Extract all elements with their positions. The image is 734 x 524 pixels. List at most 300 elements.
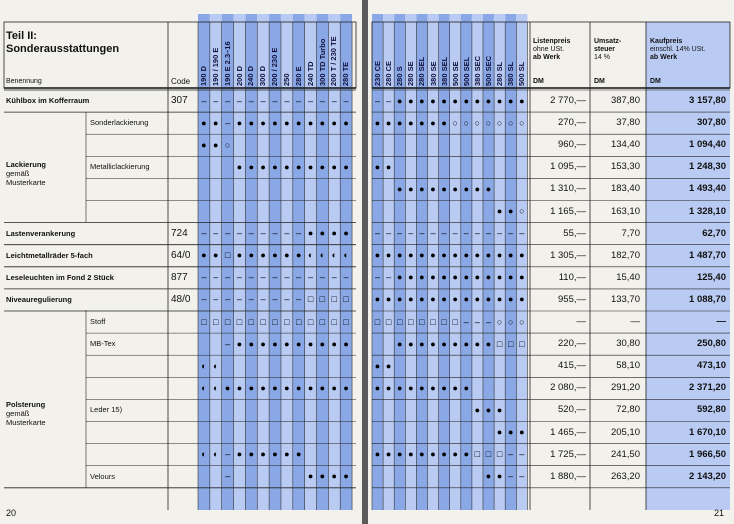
price-total: — bbox=[716, 316, 726, 327]
price-tax: 15,40 bbox=[616, 271, 640, 283]
standard-dot-icon: ● bbox=[213, 117, 219, 128]
price-total: 473,10 bbox=[696, 360, 726, 372]
empty-cell bbox=[281, 426, 292, 440]
dash-mark: – bbox=[463, 316, 469, 327]
standard-dot-icon: ● bbox=[272, 382, 278, 393]
standard-dot-icon: ● bbox=[408, 183, 414, 194]
square-icon: □ bbox=[295, 316, 302, 327]
standard-dot-icon: ● bbox=[284, 338, 290, 349]
empty-cell bbox=[222, 182, 233, 196]
standard-dot-icon: ● bbox=[295, 117, 302, 128]
row-label-feature: Niveauregulierung bbox=[6, 294, 72, 304]
price-total: 1 966,50 bbox=[689, 448, 726, 460]
page-number-left: 20 bbox=[6, 508, 17, 518]
empty-cell bbox=[329, 138, 340, 152]
empty-cell bbox=[258, 426, 269, 440]
dash-mark: – bbox=[213, 95, 219, 106]
empty-cell bbox=[516, 182, 527, 196]
standard-dot-icon: ● bbox=[496, 272, 503, 283]
standard-dot-icon: ● bbox=[307, 471, 314, 482]
empty-cell bbox=[329, 426, 340, 440]
standard-dot-icon: ● bbox=[343, 161, 349, 172]
dash-mark: – bbox=[331, 95, 337, 106]
empty-cell bbox=[198, 426, 209, 440]
empty-cell bbox=[472, 205, 483, 219]
standard-dot-icon: ● bbox=[385, 117, 392, 128]
empty-cell bbox=[428, 160, 439, 174]
dash-mark: – bbox=[386, 228, 392, 239]
empty-cell bbox=[329, 448, 340, 462]
standard-dot-icon: ● bbox=[272, 449, 278, 460]
empty-cell bbox=[222, 403, 233, 417]
empty-cell bbox=[494, 359, 505, 373]
empty-cell bbox=[317, 403, 328, 417]
currency-label-list: DM bbox=[533, 78, 544, 85]
square-icon: □ bbox=[307, 294, 314, 305]
price-list: 1 095,— bbox=[550, 161, 586, 173]
standard-dot-icon: ● bbox=[260, 382, 266, 393]
standard-dot-icon: ● bbox=[319, 382, 326, 393]
standard-dot-icon: ● bbox=[396, 183, 403, 194]
standard-dot-icon: ● bbox=[284, 117, 290, 128]
price-total: 62,70 bbox=[702, 227, 726, 239]
row-label-feature: Leseleuchten im Fond 2 Stück bbox=[6, 272, 114, 282]
empty-cell bbox=[416, 359, 427, 373]
standard-dot-icon: ● bbox=[419, 117, 425, 128]
standard-dot-icon: ● bbox=[343, 382, 349, 393]
standard-dot-icon: ● bbox=[496, 95, 503, 106]
empty-cell bbox=[258, 205, 269, 219]
empty-cell bbox=[258, 470, 269, 484]
standard-dot-icon: ● bbox=[260, 449, 266, 460]
empty-cell bbox=[198, 337, 209, 351]
optional-circle-icon: ○ bbox=[224, 139, 231, 150]
empty-cell bbox=[472, 470, 483, 484]
model-header: 200 D bbox=[234, 65, 244, 86]
standard-dot-icon: ● bbox=[408, 272, 414, 283]
standard-dot-icon: ● bbox=[507, 427, 514, 437]
standard-dot-icon: ● bbox=[430, 382, 436, 393]
price-tax: 182,70 bbox=[610, 249, 640, 261]
empty-cell bbox=[293, 182, 304, 196]
dash-mark: – bbox=[463, 228, 469, 239]
standard-dot-icon: ● bbox=[430, 95, 436, 106]
empty-cell bbox=[293, 205, 304, 219]
model-header: 250 bbox=[281, 73, 291, 86]
dash-mark: – bbox=[225, 272, 231, 283]
standard-dot-icon: ● bbox=[463, 250, 470, 261]
price-list: 1 725,— bbox=[550, 448, 586, 460]
dash-mark: – bbox=[386, 95, 392, 106]
empty-cell bbox=[372, 138, 383, 152]
empty-cell bbox=[483, 381, 494, 395]
dash-mark: – bbox=[508, 449, 514, 460]
price-tax: 134,40 bbox=[610, 139, 640, 151]
row-label-subtype: Metalliclackierung bbox=[90, 162, 150, 172]
dash-mark: – bbox=[343, 95, 349, 106]
empty-cell bbox=[439, 470, 450, 484]
empty-cell bbox=[198, 205, 209, 219]
empty-cell bbox=[372, 337, 383, 351]
empty-cell bbox=[450, 403, 461, 417]
standard-dot-icon: ● bbox=[496, 206, 503, 216]
price-tax: 30,80 bbox=[616, 338, 640, 350]
standard-dot-icon: ● bbox=[319, 338, 326, 349]
dash-mark: – bbox=[201, 272, 207, 283]
empty-cell bbox=[341, 182, 352, 196]
standard-dot-icon: ● bbox=[452, 183, 458, 194]
standard-dot-icon: ● bbox=[307, 228, 314, 239]
empty-cell bbox=[472, 426, 483, 440]
currency-label-total: DM bbox=[650, 78, 661, 85]
square-icon: □ bbox=[224, 316, 231, 327]
price-list: 2 770,— bbox=[550, 95, 586, 106]
price-tax: 153,30 bbox=[610, 161, 640, 173]
optional-circle-icon: ○ bbox=[507, 117, 514, 128]
standard-dot-icon: ● bbox=[408, 382, 414, 393]
standard-dot-icon: ● bbox=[374, 449, 381, 460]
square-icon: □ bbox=[441, 316, 447, 327]
standard-dot-icon: ● bbox=[374, 250, 381, 261]
dash-mark: – bbox=[225, 95, 231, 106]
empty-cell bbox=[439, 205, 450, 219]
standard-dot-icon: ● bbox=[248, 382, 255, 393]
header-kaufpreis: Kaufpreis einschl. 14% USt. ab Werk bbox=[650, 38, 706, 61]
empty-cell bbox=[505, 403, 516, 417]
square-icon: □ bbox=[248, 316, 255, 327]
empty-cell bbox=[341, 403, 352, 417]
row-label-subtype: MB-Tex bbox=[90, 339, 116, 349]
empty-cell bbox=[317, 426, 328, 440]
empty-cell bbox=[234, 426, 245, 440]
model-header: 280 SE bbox=[406, 61, 416, 86]
standard-dot-icon: ● bbox=[430, 294, 436, 305]
square-icon: □ bbox=[485, 449, 492, 460]
empty-cell bbox=[246, 426, 257, 440]
price-tax: 163,10 bbox=[610, 205, 640, 217]
standard-dot-icon: ● bbox=[343, 117, 349, 128]
empty-cell bbox=[483, 160, 494, 174]
empty-cell bbox=[516, 138, 527, 152]
standard-dot-icon: ● bbox=[419, 449, 425, 460]
standard-dot-icon: ● bbox=[452, 95, 458, 106]
dash-mark: – bbox=[474, 316, 480, 327]
price-total: 1 670,10 bbox=[689, 426, 726, 438]
square-icon: □ bbox=[496, 338, 503, 349]
standard-dot-icon: ● bbox=[485, 95, 492, 106]
square-icon: □ bbox=[396, 316, 403, 327]
standard-dot-icon: ● bbox=[441, 95, 447, 106]
column-header-benennung: Benennung bbox=[6, 78, 42, 85]
half-dot-icon: ◐ bbox=[213, 449, 219, 460]
standard-dot-icon: ● bbox=[331, 471, 337, 482]
empty-cell bbox=[439, 403, 450, 417]
standard-dot-icon: ● bbox=[408, 294, 414, 305]
empty-cell bbox=[394, 470, 405, 484]
price-list: 110,— bbox=[558, 271, 586, 283]
standard-dot-icon: ● bbox=[284, 382, 290, 393]
empty-cell bbox=[516, 403, 527, 417]
square-icon: □ bbox=[319, 316, 326, 327]
standard-dot-icon: ● bbox=[463, 338, 470, 349]
standard-dot-icon: ● bbox=[452, 294, 458, 305]
optional-circle-icon: ○ bbox=[496, 117, 503, 128]
empty-cell bbox=[270, 359, 281, 373]
empty-cell bbox=[281, 205, 292, 219]
empty-cell bbox=[210, 403, 221, 417]
price-total: 592,80 bbox=[696, 404, 726, 416]
standard-dot-icon: ● bbox=[519, 250, 525, 261]
dash-mark: – bbox=[225, 338, 231, 349]
dash-mark: – bbox=[260, 228, 266, 239]
standard-dot-icon: ● bbox=[419, 294, 425, 305]
model-header: 280 E bbox=[293, 66, 303, 86]
empty-cell bbox=[246, 403, 257, 417]
empty-cell bbox=[234, 470, 245, 484]
standard-dot-icon: ● bbox=[485, 338, 492, 349]
empty-cell bbox=[246, 359, 257, 373]
empty-cell bbox=[394, 426, 405, 440]
standard-dot-icon: ● bbox=[331, 117, 337, 128]
half-dot-icon: ◐ bbox=[201, 382, 207, 393]
dash-mark: – bbox=[201, 294, 207, 305]
standard-dot-icon: ● bbox=[485, 471, 492, 482]
standard-dot-icon: ● bbox=[396, 250, 403, 261]
empty-cell bbox=[383, 426, 394, 440]
square-icon: □ bbox=[284, 316, 290, 327]
square-icon: □ bbox=[213, 316, 219, 327]
standard-dot-icon: ● bbox=[496, 404, 503, 415]
standard-dot-icon: ● bbox=[295, 338, 302, 349]
optional-circle-icon: ○ bbox=[485, 117, 492, 128]
standard-dot-icon: ● bbox=[319, 161, 326, 172]
dash-mark: – bbox=[248, 272, 254, 283]
empty-cell bbox=[416, 426, 427, 440]
dash-mark: – bbox=[519, 228, 525, 239]
row-label-subtype: Leder 15) bbox=[90, 405, 123, 415]
dash-mark: – bbox=[272, 95, 278, 106]
price-tax: 263,20 bbox=[610, 470, 640, 482]
empty-cell bbox=[461, 205, 472, 219]
standard-dot-icon: ● bbox=[260, 117, 266, 128]
empty-cell bbox=[281, 182, 292, 196]
half-dot-icon: ◐ bbox=[201, 449, 207, 460]
empty-cell bbox=[394, 359, 405, 373]
empty-cell bbox=[305, 359, 316, 373]
price-tax: 241,50 bbox=[610, 448, 640, 460]
empty-cell bbox=[258, 138, 269, 152]
standard-dot-icon: ● bbox=[319, 117, 326, 128]
empty-cell bbox=[329, 182, 340, 196]
column-header-code: Code bbox=[171, 77, 191, 86]
half-dot-icon: ◐ bbox=[201, 360, 207, 371]
empty-cell bbox=[516, 381, 527, 395]
standard-dot-icon: ● bbox=[343, 338, 349, 349]
standard-dot-icon: ● bbox=[295, 382, 302, 393]
empty-cell bbox=[428, 470, 439, 484]
standard-dot-icon: ● bbox=[248, 250, 255, 261]
standard-dot-icon: ● bbox=[463, 382, 470, 393]
square-icon: □ bbox=[474, 449, 481, 460]
empty-cell bbox=[317, 205, 328, 219]
square-icon: □ bbox=[374, 316, 381, 327]
empty-cell bbox=[281, 138, 292, 152]
standard-dot-icon: ● bbox=[441, 250, 447, 261]
empty-cell bbox=[483, 205, 494, 219]
price-list: 220,— bbox=[558, 338, 586, 350]
dash-mark: – bbox=[374, 95, 380, 106]
model-header: 280 S bbox=[395, 66, 405, 86]
empty-cell bbox=[210, 182, 221, 196]
price-tax: 7,70 bbox=[621, 227, 640, 239]
model-header: 500 SEL bbox=[461, 56, 471, 86]
empty-cell bbox=[258, 182, 269, 196]
standard-dot-icon: ● bbox=[343, 228, 349, 239]
price-tax: 291,20 bbox=[610, 382, 640, 394]
standard-dot-icon: ● bbox=[248, 338, 255, 349]
empty-cell bbox=[270, 182, 281, 196]
standard-dot-icon: ● bbox=[463, 183, 470, 194]
standard-dot-icon: ● bbox=[331, 228, 337, 239]
empty-cell bbox=[305, 426, 316, 440]
empty-cell bbox=[372, 182, 383, 196]
standard-dot-icon: ● bbox=[236, 338, 243, 349]
dash-mark: – bbox=[441, 228, 447, 239]
optional-circle-icon: ○ bbox=[519, 206, 525, 216]
empty-cell bbox=[494, 138, 505, 152]
standard-dot-icon: ● bbox=[385, 294, 392, 305]
standard-dot-icon: ● bbox=[385, 161, 392, 172]
price-total: 1 493,40 bbox=[689, 183, 726, 195]
standard-dot-icon: ● bbox=[419, 95, 425, 106]
empty-cell bbox=[505, 160, 516, 174]
empty-cell bbox=[281, 403, 292, 417]
row-label-feature: Kühlbox im Kofferraum bbox=[6, 96, 90, 105]
empty-cell bbox=[222, 426, 233, 440]
dash-mark: – bbox=[236, 272, 242, 283]
empty-cell bbox=[394, 138, 405, 152]
empty-cell bbox=[450, 359, 461, 373]
standard-dot-icon: ● bbox=[474, 183, 481, 194]
model-header: 190 D bbox=[199, 65, 208, 86]
empty-cell bbox=[383, 138, 394, 152]
standard-dot-icon: ● bbox=[474, 294, 481, 305]
standard-dot-icon: ● bbox=[396, 117, 403, 128]
half-dot-icon: ◐ bbox=[213, 382, 219, 393]
standard-dot-icon: ● bbox=[396, 272, 403, 283]
empty-cell bbox=[461, 470, 472, 484]
standard-dot-icon: ● bbox=[374, 117, 381, 128]
standard-dot-icon: ● bbox=[430, 272, 436, 283]
standard-dot-icon: ● bbox=[463, 294, 470, 305]
price-total: 1 094,40 bbox=[689, 139, 726, 151]
standard-dot-icon: ● bbox=[408, 250, 414, 261]
standard-dot-icon: ● bbox=[474, 338, 481, 349]
price-list: 1 880,— bbox=[550, 470, 586, 482]
standard-dot-icon: ● bbox=[419, 272, 425, 283]
dash-mark: – bbox=[331, 272, 337, 283]
standard-dot-icon: ● bbox=[343, 471, 349, 482]
empty-cell bbox=[461, 403, 472, 417]
dash-mark: – bbox=[284, 95, 290, 106]
empty-cell bbox=[293, 470, 304, 484]
standard-dot-icon: ● bbox=[284, 161, 290, 172]
dash-mark: – bbox=[272, 294, 278, 305]
empty-cell bbox=[222, 205, 233, 219]
model-header: 500 SE bbox=[450, 61, 460, 86]
price-total: 1 088,70 bbox=[689, 293, 726, 305]
empty-cell bbox=[198, 403, 209, 417]
dash-mark: – bbox=[296, 272, 302, 283]
standard-dot-icon: ● bbox=[430, 338, 436, 349]
standard-dot-icon: ● bbox=[430, 250, 436, 261]
empty-cell bbox=[210, 205, 221, 219]
dash-mark: – bbox=[308, 95, 314, 106]
square-icon: □ bbox=[331, 316, 337, 327]
empty-cell bbox=[270, 205, 281, 219]
optional-circle-icon: ○ bbox=[507, 316, 514, 327]
dash-mark: – bbox=[386, 272, 392, 283]
standard-dot-icon: ● bbox=[474, 272, 481, 283]
model-header: 500 SL bbox=[517, 61, 527, 86]
empty-cell bbox=[341, 448, 352, 462]
empty-cell bbox=[372, 403, 383, 417]
square-icon: □ bbox=[307, 316, 314, 327]
optional-circle-icon: ○ bbox=[519, 117, 525, 128]
empty-cell bbox=[383, 337, 394, 351]
standard-dot-icon: ● bbox=[236, 117, 243, 128]
dash-mark: – bbox=[225, 471, 231, 482]
empty-cell bbox=[270, 426, 281, 440]
price-list: 1 465,— bbox=[550, 426, 586, 438]
dash-mark: – bbox=[296, 228, 302, 239]
dash-mark: – bbox=[260, 294, 266, 305]
standard-dot-icon: ● bbox=[307, 338, 314, 349]
square-icon: □ bbox=[507, 338, 514, 349]
standard-dot-icon: ● bbox=[236, 161, 243, 172]
standard-dot-icon: ● bbox=[236, 250, 243, 261]
standard-dot-icon: ● bbox=[485, 250, 492, 261]
standard-dot-icon: ● bbox=[295, 161, 302, 172]
standard-dot-icon: ● bbox=[452, 250, 458, 261]
empty-cell bbox=[305, 182, 316, 196]
standard-dot-icon: ● bbox=[441, 338, 447, 349]
empty-cell bbox=[416, 138, 427, 152]
standard-dot-icon: ● bbox=[485, 294, 492, 305]
empty-cell bbox=[341, 359, 352, 373]
standard-dot-icon: ● bbox=[419, 338, 425, 349]
standard-dot-icon: ● bbox=[507, 294, 514, 305]
model-header: 200 T / 230 TE bbox=[329, 36, 339, 86]
empty-cell bbox=[416, 160, 427, 174]
standard-dot-icon: ● bbox=[430, 449, 436, 460]
standard-dot-icon: ● bbox=[408, 338, 414, 349]
empty-cell bbox=[472, 381, 483, 395]
price-list: 520,— bbox=[558, 404, 586, 416]
empty-cell bbox=[416, 470, 427, 484]
standard-dot-icon: ● bbox=[213, 250, 219, 261]
model-header: 380 SE bbox=[428, 61, 438, 86]
empty-cell bbox=[222, 359, 233, 373]
empty-cell bbox=[505, 138, 516, 152]
standard-dot-icon: ● bbox=[507, 206, 514, 216]
empty-cell bbox=[293, 138, 304, 152]
standard-dot-icon: ● bbox=[272, 250, 278, 261]
page-title-part: Teil II: bbox=[6, 30, 37, 42]
standard-dot-icon: ● bbox=[519, 272, 525, 283]
empty-cell bbox=[450, 138, 461, 152]
standard-dot-icon: ● bbox=[295, 250, 302, 261]
